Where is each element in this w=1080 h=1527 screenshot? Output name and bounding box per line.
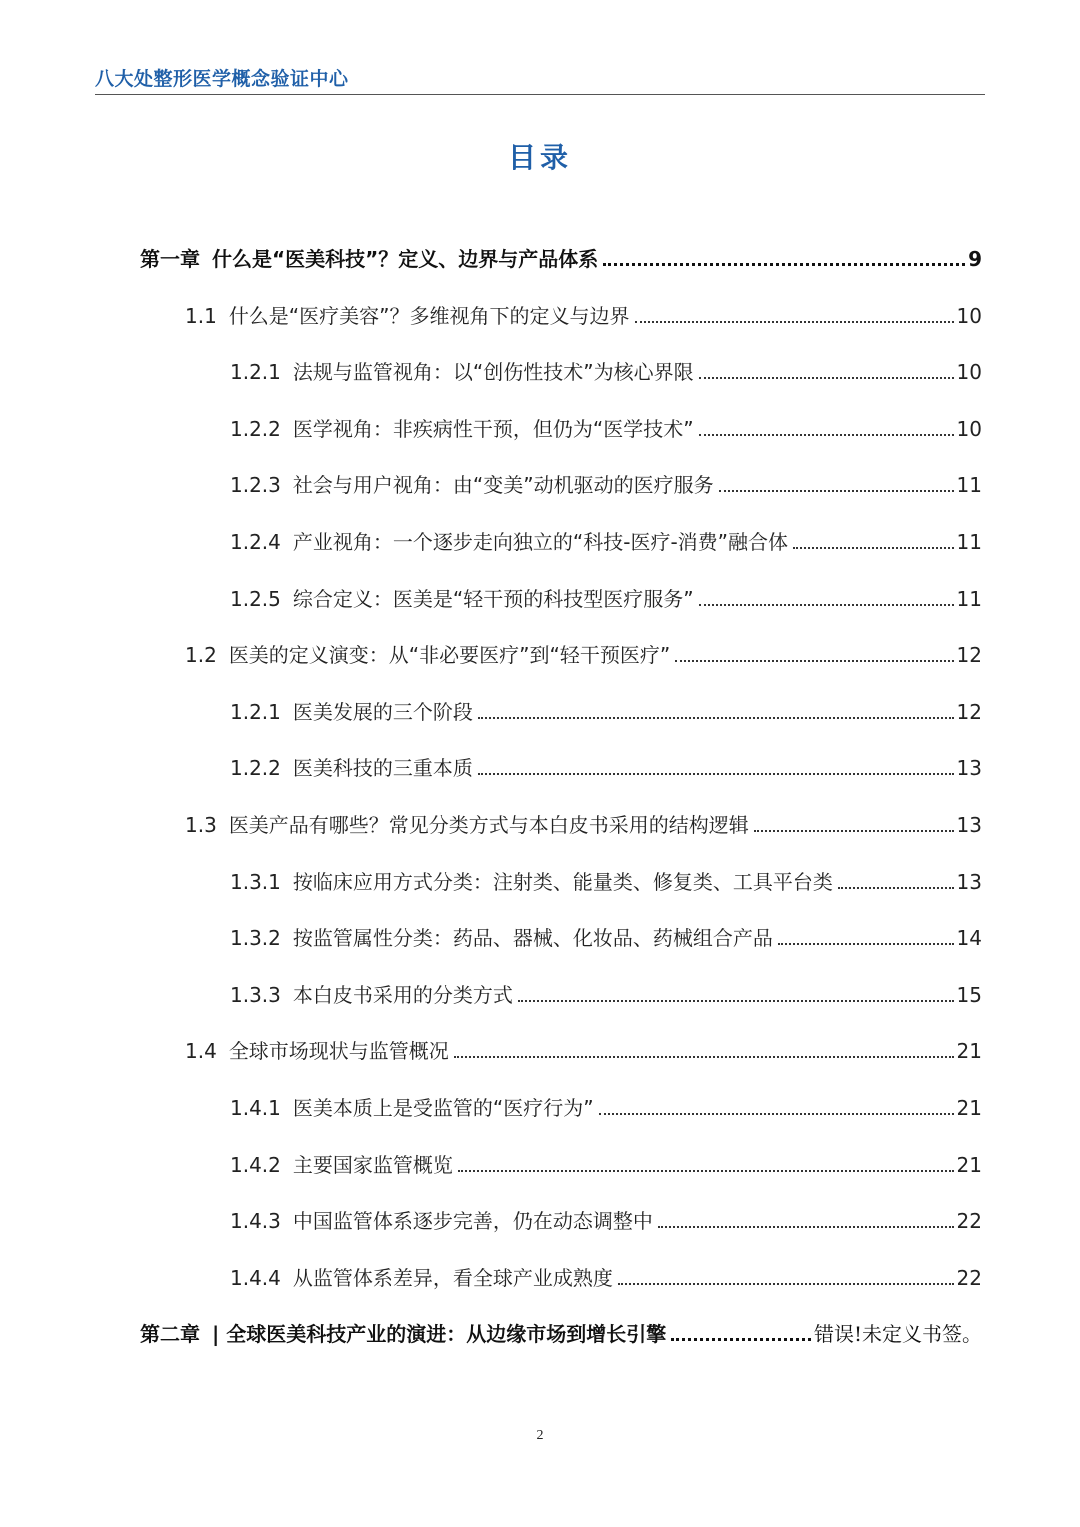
toc-entry-text: 什么是“医疗美容”？多维视角下的定义与边界 <box>228 303 630 328</box>
toc-entry-text: 按临床应用方式分类：注射类、能量类、修复类、工具平台类 <box>292 869 833 894</box>
toc-entry-label <box>230 980 515 1010</box>
toc-subsection-entry[interactable] <box>230 697 982 727</box>
toc-entry-page: 11 <box>956 586 982 611</box>
toc-chapter-entry[interactable] <box>140 244 982 274</box>
toc-entry-number: 1.2.4 <box>230 530 281 554</box>
toc-entry-label <box>230 1150 455 1180</box>
toc-entry-page: 21 <box>956 1152 982 1177</box>
toc-entry-number: 1.2.1 <box>230 360 281 385</box>
toc-entry-text: 按监管属性分类：药品、器械、化妆品、药械组合产品 <box>292 926 773 951</box>
toc-chapter-entry[interactable] <box>140 1319 982 1349</box>
page-header <box>95 62 985 95</box>
toc-entry-text: 本白皮书采用的分类方式 <box>292 982 513 1007</box>
toc-subsection-entry[interactable] <box>230 414 982 444</box>
toc-entry-number: 1.4.4 <box>230 1265 281 1290</box>
toc-entry-page: 10 <box>956 303 982 328</box>
toc-entry-number: 1.4.2 <box>230 1152 281 1177</box>
toc-dot-leader <box>838 887 954 889</box>
toc-entry-text: 医学视角：非疾病性干预，但仍为“医学技术” <box>292 416 694 441</box>
toc-subsection-entry[interactable] <box>230 527 982 557</box>
toc-entry-number: 1.3 <box>185 813 217 837</box>
toc-entry-text: | 全球医美科技产业的演进：从边缘市场到增长引擎 <box>212 1322 667 1347</box>
toc-entry-label <box>230 697 475 727</box>
toc-subsection-entry[interactable] <box>230 1150 982 1180</box>
toc-entry-text: 从监管体系差异，看全球产业成熟度 <box>292 1265 613 1290</box>
toc-entry-page: 11 <box>956 530 982 554</box>
toc-dot-leader <box>658 1226 954 1228</box>
toc-entry-label <box>230 923 775 953</box>
toc-dot-leader <box>699 434 954 436</box>
toc-section-entry[interactable] <box>185 810 982 840</box>
toc-entry-page: 21 <box>956 1039 982 1064</box>
toc-entry-label <box>230 753 475 783</box>
toc-entry-number: 1.2.3 <box>230 473 281 498</box>
toc-subsection-entry[interactable] <box>230 923 982 953</box>
toc-subsection-entry[interactable] <box>230 1206 982 1236</box>
toc-entry-number: 第一章 <box>140 247 200 271</box>
toc-dot-leader <box>478 717 954 719</box>
toc-entry-page: 12 <box>956 699 982 724</box>
toc-entry-label <box>140 1319 668 1349</box>
toc-entry-label <box>185 810 751 840</box>
toc-entry-number: 1.2.2 <box>230 756 281 781</box>
toc-entry-text: 社会与用户视角：由“变美”动机驱动的医疗服务 <box>292 473 714 498</box>
toc-entry-page: 10 <box>956 416 982 441</box>
toc-entry-text: 医美科技的三重本质 <box>292 756 473 781</box>
toc-dot-leader <box>719 490 954 492</box>
toc-entry-page: 9 <box>968 247 982 271</box>
toc-entry-number: 1.2.2 <box>230 416 281 441</box>
toc-dot-leader <box>518 1000 954 1002</box>
toc-entry-text: 什么是“医美科技”？定义、边界与产品体系 <box>212 247 599 271</box>
toc-dot-leader <box>599 1113 954 1115</box>
toc-entry-text: 医美产品有哪些？常见分类方式与本白皮书采用的结构逻辑 <box>228 813 749 837</box>
toc-dot-leader <box>458 1170 954 1172</box>
toc-dot-leader <box>675 660 953 662</box>
toc-entry-page: 11 <box>956 473 982 498</box>
toc-entry-text: 全球市场现状与监管概况 <box>228 1039 449 1064</box>
toc-dot-leader <box>699 604 954 606</box>
toc-entry-label <box>185 301 632 331</box>
toc-entry-number: 1.4 <box>185 1039 217 1064</box>
toc-dot-leader <box>603 263 965 266</box>
toc-entry-page: 13 <box>956 756 982 781</box>
toc-subsection-entry[interactable] <box>230 1093 982 1123</box>
toc-entry-number: 1.2 <box>185 643 217 668</box>
toc-entry-label <box>230 1206 655 1236</box>
toc-entry-label <box>230 1093 596 1123</box>
toc-section-entry[interactable] <box>185 1036 982 1066</box>
toc-entry-text: 综合定义：医美是“轻干预的科技型医疗服务” <box>292 586 694 611</box>
toc-entry-text: 中国监管体系逐步完善，仍在动态调整中 <box>292 1209 653 1234</box>
toc-subsection-entry[interactable] <box>230 357 982 387</box>
toc-entry-label <box>230 867 835 897</box>
toc-entry-number: 1.3.3 <box>230 982 281 1007</box>
toc-section-entry[interactable] <box>185 640 982 670</box>
toc-entry-label <box>230 357 696 387</box>
toc-entry-label <box>185 640 672 670</box>
toc-dot-leader <box>754 830 954 832</box>
toc-entry-number: 1.1 <box>185 303 217 328</box>
toc-subsection-entry[interactable] <box>230 867 982 897</box>
toc-subsection-entry[interactable] <box>230 1263 982 1293</box>
toc-title: 目录 <box>507 141 572 174</box>
toc-entry-page: 13 <box>956 813 982 837</box>
toc-entry-page: 12 <box>956 643 982 668</box>
toc-entry-page: 10 <box>956 360 982 385</box>
toc-dot-leader <box>454 1056 954 1058</box>
toc-entry-label <box>140 244 600 274</box>
toc-entry-page: 22 <box>956 1265 982 1290</box>
toc-entry-page: 21 <box>956 1096 982 1120</box>
toc-entry-text: 主要国家监管概览 <box>292 1152 453 1177</box>
toc-entry-number: 1.4.3 <box>230 1209 281 1234</box>
toc-entry-label <box>230 584 696 614</box>
toc-entry-page: 错误!未定义书签。 <box>813 1322 982 1347</box>
toc-entry-page: 15 <box>956 982 982 1007</box>
toc-entry-page: 13 <box>956 869 982 894</box>
toc-entry-text: 法规与监管视角：以“创伤性技术”为核心界限 <box>292 360 694 385</box>
toc-entry-label <box>230 527 790 557</box>
toc-dot-leader <box>635 321 954 323</box>
toc-entry-text: 医美发展的三个阶段 <box>292 699 473 724</box>
toc-entry-number: 1.4.1 <box>230 1096 281 1120</box>
toc-entry-number: 第二章 <box>140 1322 200 1347</box>
toc-dot-leader <box>671 1338 811 1341</box>
toc-entry-label <box>230 470 716 500</box>
toc-entry-number: 1.2.5 <box>230 586 281 611</box>
toc-entry-page: 14 <box>956 926 982 951</box>
toc-entry-page: 22 <box>956 1209 982 1234</box>
toc-subsection-entry[interactable] <box>230 470 982 500</box>
toc-entry-number: 1.2.1 <box>230 699 281 724</box>
toc-subsection-entry[interactable] <box>230 980 982 1010</box>
toc-entry-number: 1.3.1 <box>230 869 281 894</box>
toc-dot-leader <box>618 1283 954 1285</box>
toc-section-entry[interactable] <box>185 301 982 331</box>
toc-entry-label <box>230 414 696 444</box>
header-title: 八大处整形医学概念验证中心 <box>95 68 349 90</box>
toc-entry-label <box>230 1263 615 1293</box>
toc-entry-label <box>185 1036 451 1066</box>
toc-dot-leader <box>478 773 954 775</box>
toc-dot-leader <box>699 377 954 379</box>
footer-page-number: 2 <box>536 1428 544 1443</box>
toc-entry-text: 产业视角：一个逐步走向独立的“科技-医疗-消费”融合体 <box>292 530 789 554</box>
toc-entry-number: 1.3.2 <box>230 926 281 951</box>
toc-subsection-entry[interactable] <box>230 584 982 614</box>
toc-dot-leader <box>778 943 954 945</box>
toc-subsection-entry[interactable] <box>230 753 982 783</box>
toc-dot-leader <box>793 547 954 549</box>
toc-entry-text: 医美本质上是受监管的“医疗行为” <box>292 1096 594 1120</box>
toc-entry-text: 医美的定义演变：从“非必要医疗”到“轻干预医疗” <box>228 643 671 668</box>
